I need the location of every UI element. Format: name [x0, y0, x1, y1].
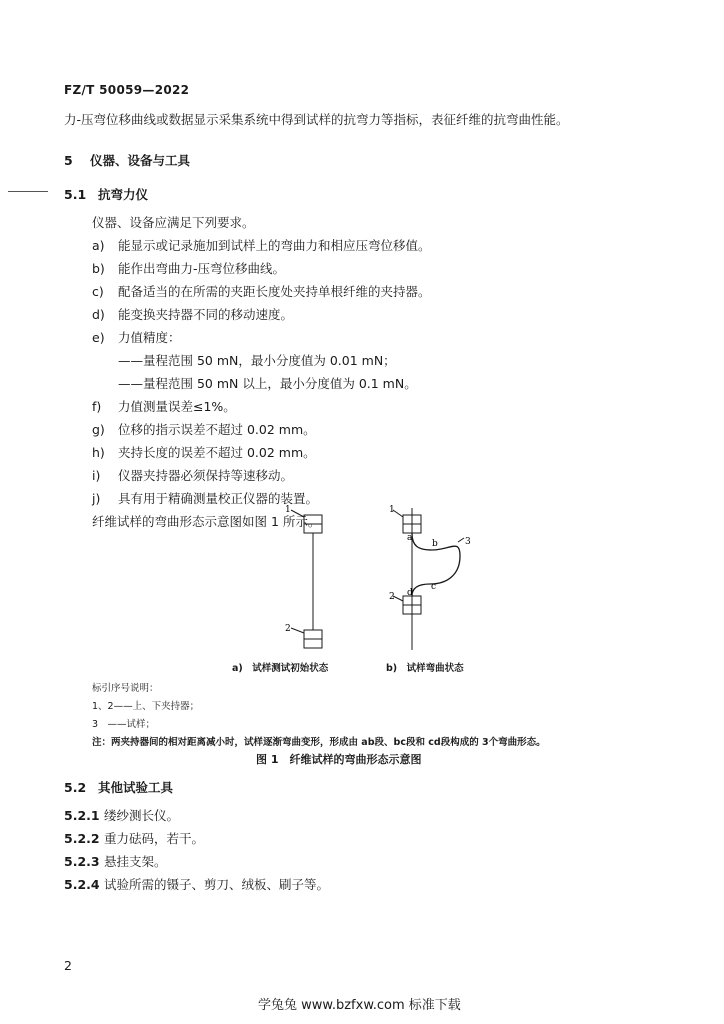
sub-list-item: ——量程范围 50 mN，最小分度值为 0.01 mN； — [118, 353, 396, 368]
list-item: d) 能变换夹持器不同的移动速度。 — [92, 307, 294, 322]
list-item: 5.2.3 悬挂支架。 — [64, 854, 167, 869]
sub-list-item: ——量程范围 50 mN 以上，最小分度值为 0.1 mN。 — [118, 376, 417, 391]
figure-reference: 纤维试样的弯曲形态示意图如图 1 所示。 — [92, 514, 321, 529]
figure-b-bent-state — [393, 508, 464, 650]
section-5-2-heading — [64, 778, 173, 796]
leader-line — [291, 628, 304, 633]
figure-note: 注：两夹持器间的相对距离减小时，试样逐渐弯曲变形，形成由 ab段、bc段和 cd段构成的 3个弯曲形态。 — [92, 737, 546, 748]
legend-item: 1、2——上、下夹持器； — [92, 701, 200, 712]
figure-title: 图 1 纤维试样的弯曲形态示意图 — [256, 753, 422, 766]
section-title: 仪器、设备与工具 — [90, 153, 191, 168]
list-item: h) 夹持长度的误差不超过 0.02 mm。 — [92, 445, 316, 460]
figure-a-caption: a) 试样测试初始状态 — [232, 663, 329, 674]
section-5-heading — [64, 151, 190, 169]
label-3: 3 — [465, 537, 471, 547]
list-item: j) 具有用于精确测量校正仪器的装置。 — [92, 491, 319, 506]
section-number: 5.2 — [64, 780, 87, 795]
label-2: 2 — [389, 592, 395, 602]
list-item: 5.2.2 重力砝码，若干。 — [64, 831, 205, 846]
requirements-intro: 仪器、设备应满足下列要求。 — [92, 215, 255, 230]
label-1: 1 — [389, 505, 395, 515]
point-d: d — [407, 588, 413, 598]
list-item: a) 能显示或记录施加到试样上的弯曲力和相应压弯位移值。 — [92, 238, 431, 253]
legend-item: 3 ——试样； — [92, 719, 156, 730]
list-item: 5.2.4 试验所需的镊子、剪刀、绒板、刷子等。 — [64, 877, 330, 892]
list-item: b) 能作出弯曲力-压弯位移曲线。 — [92, 261, 286, 276]
leader-line — [458, 538, 464, 542]
section-number: 5 — [64, 153, 73, 168]
label-2: 2 — [285, 624, 291, 634]
section-number: 5.1 — [64, 187, 87, 202]
figure-b-caption: b) 试样弯曲状态 — [386, 663, 464, 674]
standard-id: FZ/T 50059—2022 — [64, 83, 190, 97]
point-c: c — [431, 582, 437, 592]
footer-watermark: 学兔兔 www.bzfxw.com 标准下载 — [258, 998, 461, 1013]
margin-mark — [8, 191, 48, 192]
point-b: b — [432, 539, 438, 549]
figure-a-initial-state — [291, 510, 322, 648]
section-5-1-heading — [64, 185, 148, 203]
section-title: 抗弯力仪 — [98, 187, 149, 202]
list-item: i) 仪器夹持器必须保持等速移动。 — [92, 468, 294, 483]
list-item: c) 配备适当的在所需的夹距长度处夹持单根纤维的夹持器。 — [92, 284, 431, 299]
page-number: 2 — [64, 958, 72, 973]
intro-line: 力-压弯位移曲线或数据显示采集系统中得到试样的抗弯力等指标，表征纤维的抗弯曲性能。 — [64, 112, 569, 127]
list-item: e) 力值精度： — [92, 330, 181, 345]
label-1: 1 — [285, 505, 291, 515]
legend-title: 标引序号说明： — [92, 683, 159, 694]
section-title: 其他试验工具 — [98, 780, 174, 795]
figure-1-diagram — [250, 500, 500, 660]
list-item: 5.2.1 缕纱测长仪。 — [64, 808, 180, 823]
list-item: g) 位移的指示误差不超过 0.02 mm。 — [92, 422, 316, 437]
leader-line — [291, 510, 304, 517]
list-item: f) 力值测量误差≤1%。 — [92, 399, 236, 414]
point-a: a — [407, 533, 413, 543]
